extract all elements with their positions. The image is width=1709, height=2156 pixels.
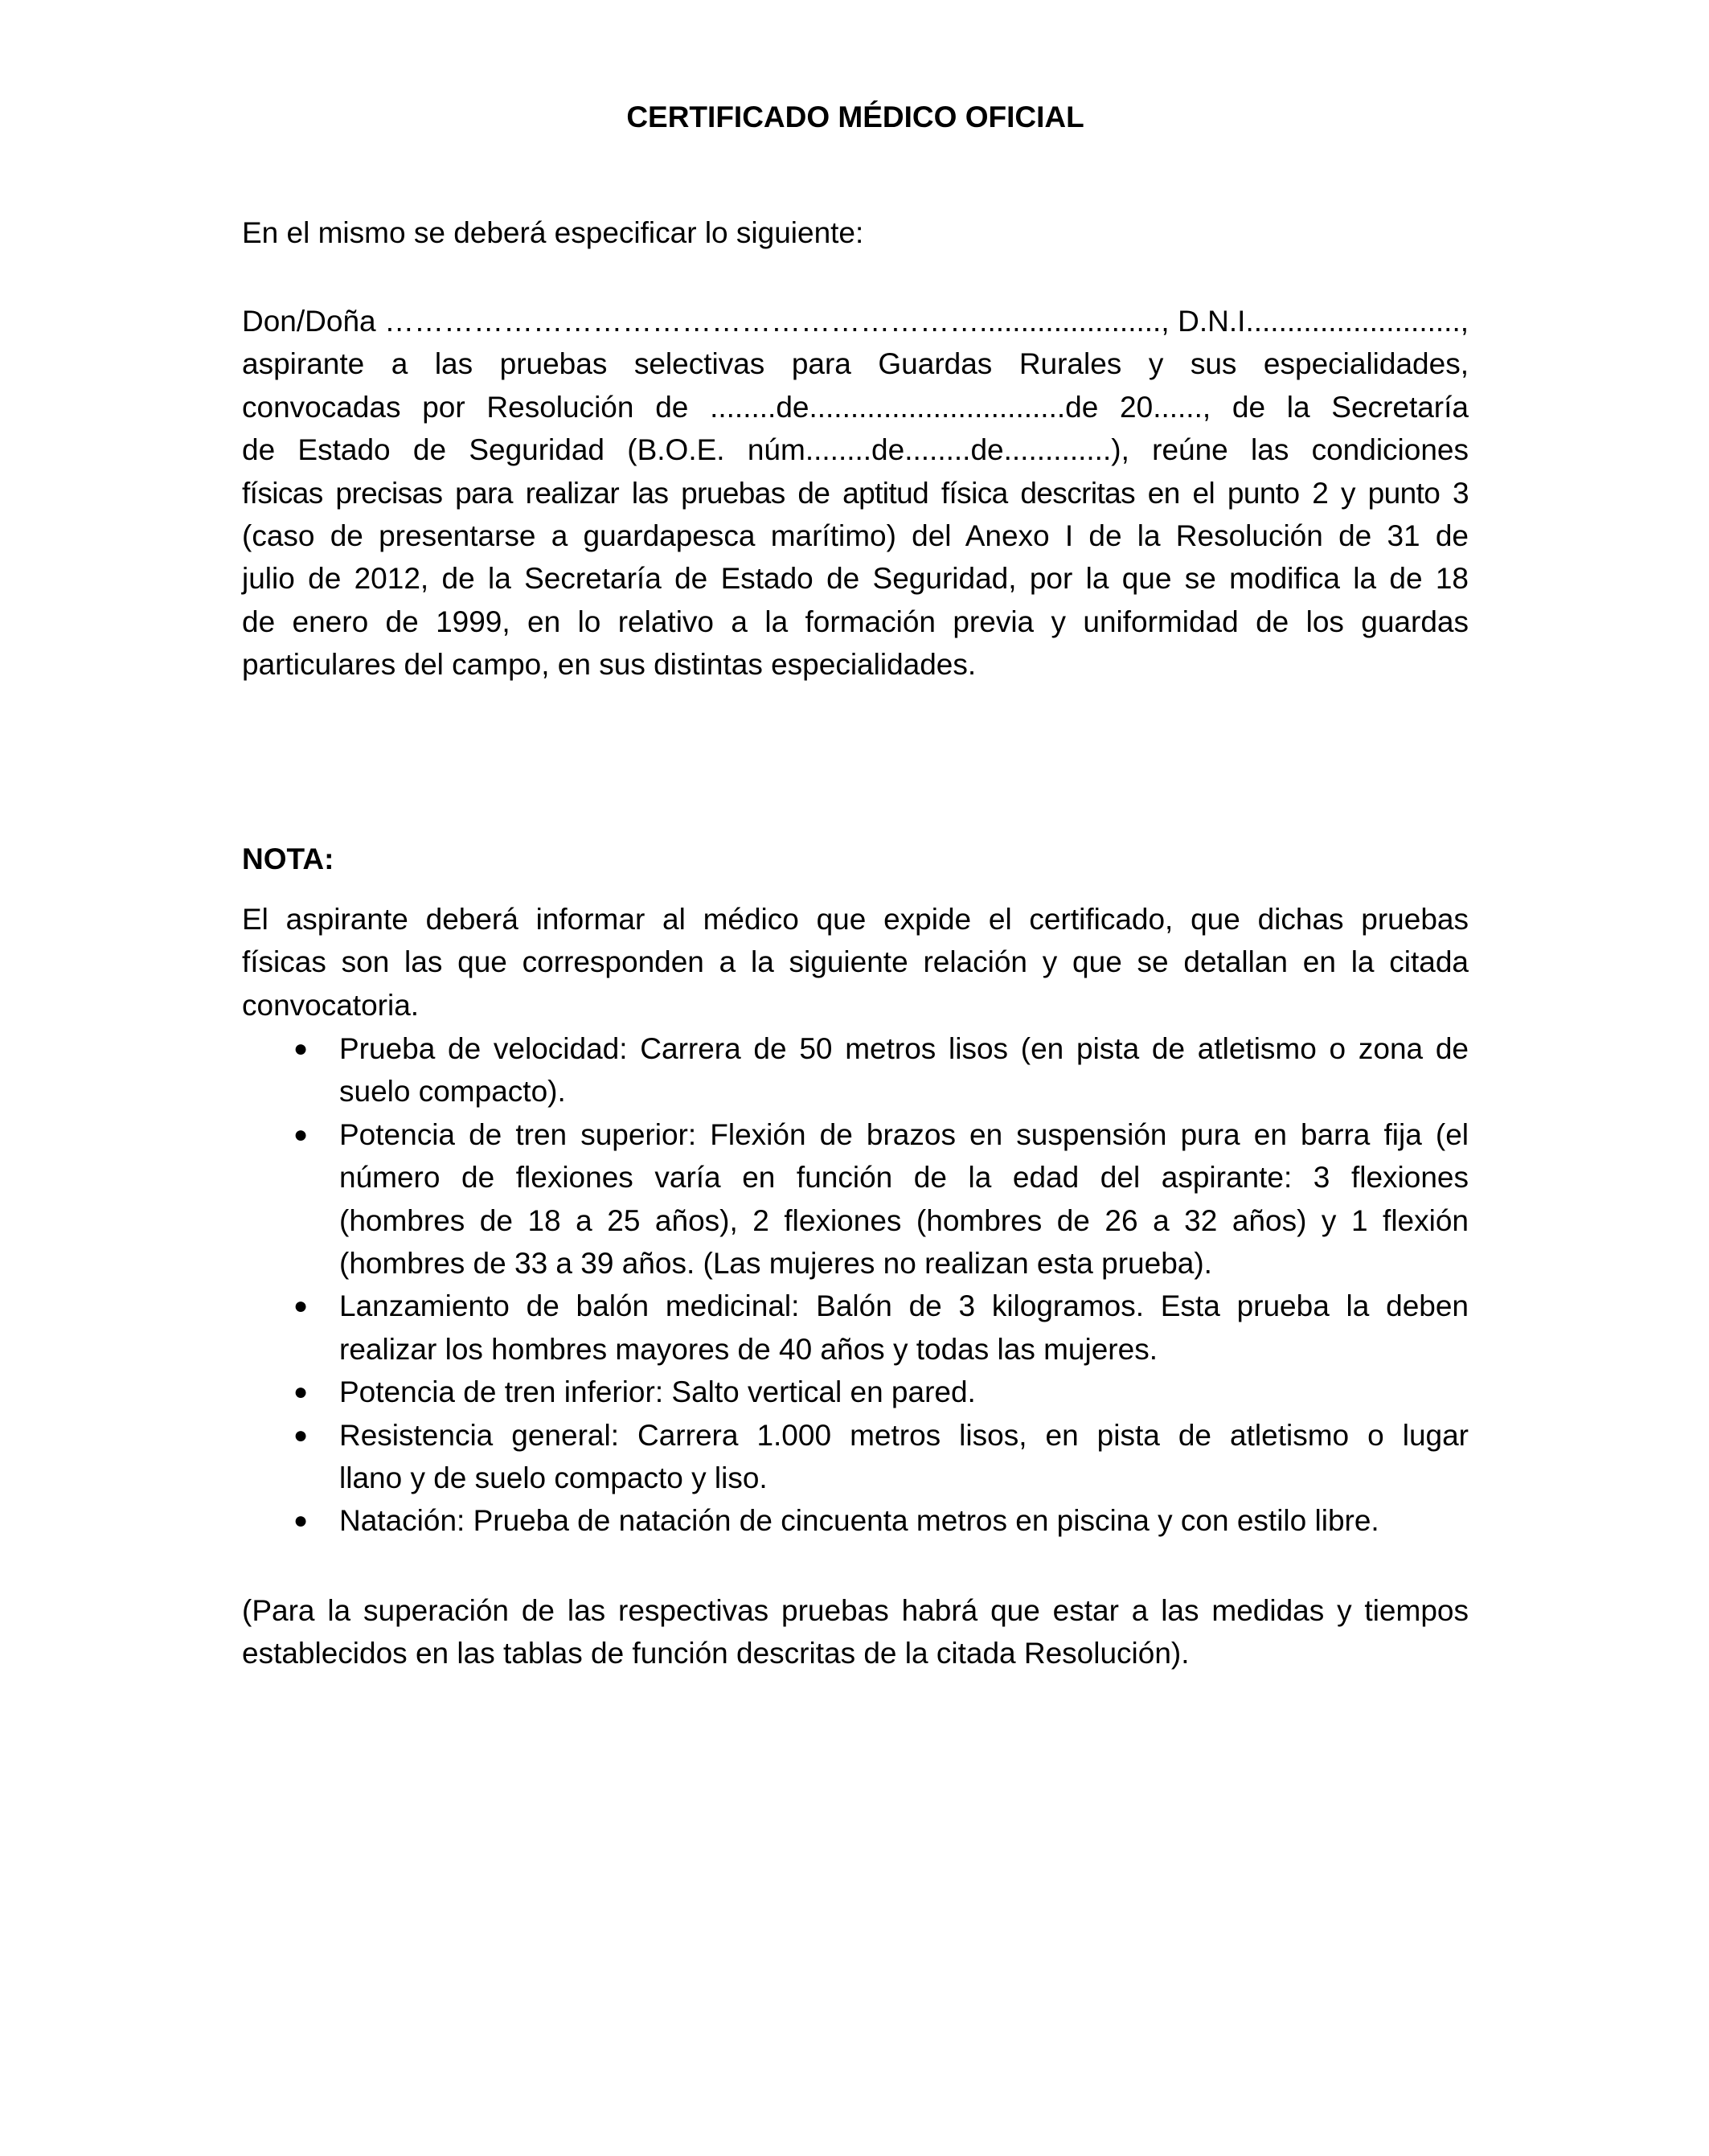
list-item-line: Lanzamiento de balón medicinal: Balón de 3 kilogramos. Esta prueba la deben (339, 1289, 1469, 1323)
certificate-paragraph (242, 300, 1469, 687)
list-item-line: (hombres de 33 a 39 años. (Las mujeres no realizan esta prueba). (339, 1247, 1212, 1281)
nota-paragraph (242, 898, 1469, 1027)
nota-line: El aspirante deberá informar al médico que expide el certificado, que dichas pruebas (242, 903, 1469, 936)
bullet-icon: ● (293, 1421, 309, 1449)
list-item-line: llano y de suelo compacto y liso. (339, 1461, 768, 1495)
paragraph-line: aspirante a las pruebas selectivas para Guardas Rurales y sus especialidades, (242, 347, 1469, 381)
bullet-icon: ● (293, 1121, 309, 1148)
list-item-line: realizar los hombres mayores de 40 años y todas las mujeres. (339, 1332, 1158, 1366)
bullet-icon: ● (293, 1507, 309, 1535)
list-item (242, 1499, 1469, 1542)
list-item (242, 1113, 1469, 1285)
paragraph-line: de Estado de Seguridad (B.O.E. núm........de........de.............), reúne las condiciones (242, 433, 1469, 467)
tests-list (242, 1027, 1469, 1543)
nota-line: físicas son las que corresponden a la siguiente relación y que se detallan en la citada (242, 945, 1469, 979)
paragraph-line: julio de 2012, de la Secretaría de Estado de Seguridad, por la que se modifica la de 18 (242, 562, 1469, 596)
nota-line: convocatoria. (242, 988, 420, 1022)
closing-paragraph (242, 1589, 1469, 1675)
paragraph-line: (caso de presentarse a guardapesca marítimo) del Anexo I de la Resolución de 31 de (242, 519, 1469, 553)
list-item (242, 1285, 1469, 1371)
paragraph-line: Don/Doña ……………………………………………………......................, D.N.I.........................., (242, 305, 1469, 338)
paragraph-line: convocadas por Resolución de ........de...............................de 20......, de la Secretaría (242, 390, 1469, 424)
list-item-line: Natación: Prueba de natación de cincuenta metros en piscina y con estilo libre. (339, 1504, 1379, 1538)
list-item (242, 1027, 1469, 1113)
list-item (242, 1414, 1469, 1500)
paragraph-line: físicas precisas para realizar las pruebas de aptitud física descritas en el punto 2 y punto 3 (242, 476, 1469, 510)
list-item-line: (hombres de 18 a 25 años), 2 flexiones (hombres de 26 a 32 años) y 1 flexión (339, 1203, 1469, 1237)
bullet-icon: ● (293, 1293, 309, 1320)
list-item-line: Potencia de tren inferior: Salto vertical en pared. (339, 1375, 976, 1409)
nota-heading: NOTA: (242, 842, 334, 875)
paragraph-line: particulares del campo, en sus distintas especialidades. (242, 648, 977, 682)
list-item-line: Prueba de velocidad: Carrera de 50 metros lisos (en pista de atletismo o zona de (339, 1032, 1469, 1065)
paragraph-line: de enero de 1999, en lo relativo a la formación previa y uniformidad de los guardas (242, 605, 1469, 638)
closing-line: (Para la superación de las respectivas pruebas habrá que estar a las medidas y tiempos (242, 1594, 1469, 1627)
list-item-line: número de flexiones varía en función de la edad del aspirante: 3 flexiones (339, 1161, 1469, 1195)
list-item (242, 1371, 1469, 1413)
list-item-line: suelo compacto). (339, 1075, 566, 1109)
intro-text: En el mismo se deberá especificar lo siguiente: (242, 216, 864, 249)
bullet-icon: ● (293, 1379, 309, 1406)
bullet-icon: ● (293, 1035, 309, 1062)
closing-line: establecidos en las tablas de función descritas de la citada Resolución). (242, 1637, 1190, 1670)
list-item-line: Resistencia general: Carrera 1.000 metros lisos, en pista de atletismo o lugar (339, 1418, 1469, 1452)
list-item-line: Potencia de tren superior: Flexión de brazos en suspensión pura en barra fija (el (339, 1117, 1469, 1151)
document-title: CERTIFICADO MÉDICO OFICIAL (626, 100, 1084, 133)
